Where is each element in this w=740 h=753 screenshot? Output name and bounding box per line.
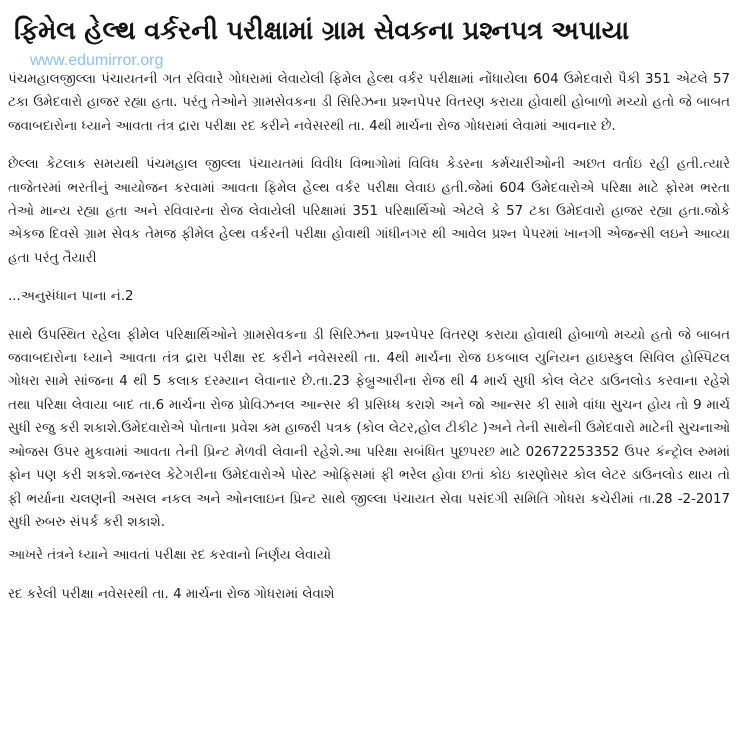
paragraph-details: સાથે ઉપસ્થિત રહેલા ફીમેલ પરિક્ષાર્થિઓને ગ્રામસેવકના ડી સિરિઝના પ્રશ્નપેપર વિતરણ કરાયા હોવાથી હોબાળો મચ્યો હતો જે બાબત જવાબદારોના ધ્યાને આવતા તંત્ર દ્રારા પરીક્ષા રદ કરીને નવેસરથી તા. 4થી માર્ચના રોજ ઇકબાલ યુનિયન હાઇસ્કુલ સિવિલ હોસ્પિટલ ગોધરા સામે સાંજના 4 થી 5 કલાક દરમ્યાન લેવાનાર છે.તા.23 ફેબ્રુઆરીના રોજ થી 4 માર્ચ સુધી કોલ લેટર ડાઉનલોડ કરવાના રહેશે તથા પરિક્ષા લેવાયા બાદ તા.6 માર્ચના રોજ પ્રોવિઝનલ આન્સર કી પ્રસિધ્ધ કરાશે અને જો આન્સર કી સામે વાંધા સુચન હોય તો 9 માર્ચ સુધી રજુ કરી શકાશે.ઉમેદવારોએ પોતાના પ્રવેશ ક્મ હાજરી પત્રક (કોલ લેટર,હોલ ટીકીટ )અને તેની સાથેની ઉમેદવારો માટેની સુચનાઓ ઓજસ ઉપર મુકવામાં આવતા તેની પ્રિન્ટ મેળવી લેવાની રહેશે.આ પરિક્ષા સબંધિત પુછપરછ માટે 02672253352 ઉપર કંન્ટ્રોલ રુમમાં ફોન પણ કરી શકશે.જનરલ કેટેગરીના ઉમેદવારોએ પોસ્ટ ઓફિસમાં ફી ભરેલ હોવા છતાં કોઇ કારણોસર કોલ લેટર ડાઉનલોડ થાય તો ફી ભર્યાના ચલણની અસલ નકલ અને ઓનલાઇન પ્રિન્ટ સાથે જીલ્લા પંચાયત સેવા પસંદગી સમિતિ ગોધરા કચેરીમાં તા.28 -2-2017 સુધી રુબરુ સંપર્ક કરી શકાશે.	[8, 327, 730, 530]
continuation-note: ...અનુસંધાન પાના નં.2	[8, 289, 134, 305]
article-body	[8, 68, 730, 606]
paragraph-background: છેલ્લા કેટલાક સમયથી પંચમહાલ જીલ્લા પંચાયતમાં વિવીધ વિભાગોમાં વિવિધ કેડરના કર્મચારીઓની અછત વર્તાઇ રહી હતી.ત્યારે તાજેતરમાં ભરતીનું આયોજન કરવામાં આવતા ફિમેલ હેલ્થ વર્કર પરીક્ષા લેવાઇ હતી.જેમાં 604 ઉમેદવારોએ પરિક્ષા માટે ફોરમ ભરતા તેઓ માન્ય રહ્યા હતા અને રવિવારના રોજ લેવાયેલી પરિક્ષામાં 351 પરિક્ષાર્થિઓ એટલે કે 57 ટકા ઉમેદવારો હાજર રહ્યા હતા.જોકે એકજ દિવસે ગ્રામ સેવક તેમજ ફીમેલ હેલ્થ વર્કરની પરીક્ષા હોવાથી ગાંધીનગર થી આવેલ પ્રશ્ન પેપરમાં ખાનગી એજન્સી લઇને આવ્યા હતા પરંતુ તૈયારી	[8, 157, 730, 266]
watermark-url: www.edumirror.org	[30, 52, 164, 69]
paragraph-intro: પંચમહાલજીલ્લા પંચાયતની ગત રવિવારે ગોધરામાં લેવાયેલી ફિમેલ હેલ્થ વર્કર પરીક્ષામાં નોંધાયેલા 604 ઉમેદવારો પૈકી 351 એટલે 57 ટકા ઉમેદવારો હાજર રહ્યા હતા. પરંતુ તેઓને ગ્રામસેવકના ડી સિરિઝના પ્રશ્નપેપર વિતરણ કરાયા હોવાથી હોબાળો મચ્યો હતો જે બાબત જવાબદારોના ધ્યાને આવતા તંત્ર દ્રારા પરીક્ષા રદ કરીને નવેસરથી તા. 4થી માર્ચના રોજ ગોધરામાં લેવામાં આવનાર છે.	[8, 72, 730, 134]
paragraph-new-date: રદ કરેલી પરીક્ષા નવેસરથી તા. 4 માર્ચના રોજ ગોધરામાં લેવાશે	[8, 586, 335, 602]
headline: ફિમેલ હેલ્થ વર્કરની પરીક્ષામાં ગ્રામ સેવકના પ્રશ્નપત્ર અપાયા	[14, 16, 629, 46]
paragraph-decision: આખરે તંત્રને ધ્યાને આવતાં પરીક્ષા રદ કરવાનો નિર્ણય લેવાયો	[8, 548, 332, 564]
